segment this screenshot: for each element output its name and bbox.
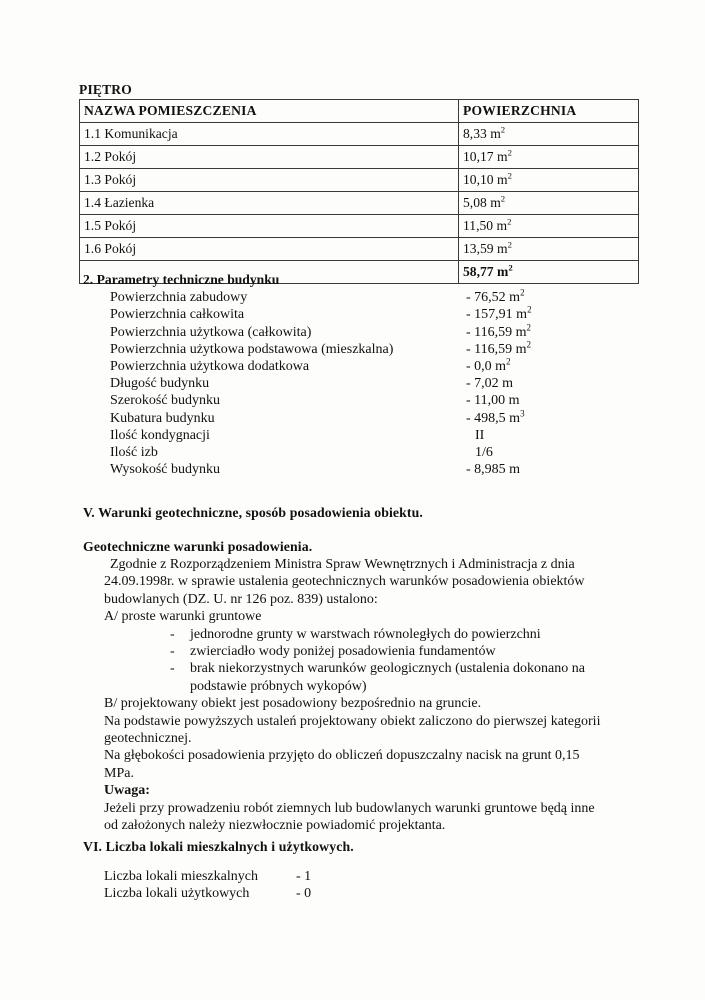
parameter-number: - 0,0 m (466, 358, 507, 374)
table-header-area: POWIERZCHNIA (459, 100, 639, 123)
unit-exponent: 2 (500, 124, 506, 135)
parameter-number: - 11,00 m (466, 393, 520, 409)
geo-point-a: A/ proste warunki gruntowe (104, 609, 262, 625)
room-area (459, 215, 639, 238)
local-count-label: Liczba lokali użytkowych (104, 886, 250, 902)
geo-paragraph-2: Na głębokości posadowienia przyjęto do obliczeń dopuszczalny nacisk na grunt 0,15 MPa. (104, 748, 580, 781)
parameter-number: - 7,02 m (466, 376, 514, 392)
parameter-row (83, 444, 643, 461)
parameter-value (475, 444, 493, 461)
parameter-label: Powierzchnia użytkowa podstawowa (mieszkalna) (110, 341, 394, 357)
unit-exponent: 2 (507, 216, 512, 227)
parameter-row (83, 427, 643, 444)
parameter-label: Szerokość budynku (110, 393, 221, 409)
table-header-name: NAZWA POMIESZCZENIA (80, 100, 459, 123)
parameter-value (466, 461, 520, 478)
room-area-value: 10,10 m (463, 172, 508, 187)
parameter-number: - 498,5 m (466, 410, 521, 426)
room-area (459, 146, 639, 169)
local-count-value: - 1 (296, 869, 312, 884)
floor-area-table-block (79, 82, 630, 284)
floor-area-table-body (80, 100, 639, 284)
parameter-row (83, 461, 643, 478)
parameter-value (466, 289, 525, 306)
room-name: 1.6 Pokój (80, 238, 459, 261)
unit-exponent: 2 (508, 262, 513, 273)
parameter-value (466, 341, 531, 358)
room-area-value: 5,08 m (463, 195, 501, 210)
parameter-row (83, 341, 643, 358)
parameter-number: - 116,59 m (466, 324, 527, 340)
dash-bullet-icon: - (170, 644, 175, 660)
table-header-row (80, 100, 639, 123)
parameter-row (83, 375, 643, 392)
table-row (80, 146, 639, 169)
table-row (80, 215, 639, 238)
parameter-value (466, 392, 520, 409)
parameter-value (466, 407, 525, 427)
table-caption-pietro: PIĘTRO (79, 82, 132, 97)
unit-exponent: 2 (507, 170, 512, 181)
room-area-value: 8,33 m (463, 126, 501, 141)
dash-bullet-icon: - (170, 626, 175, 642)
list-item-text: jednorodne grunty w warstwach równoległych do powierzchni (190, 626, 541, 642)
room-area-value: 10,17 m (463, 149, 508, 164)
room-area (459, 169, 639, 192)
dash-bullet-icon: - (170, 661, 175, 677)
parameter-row (83, 306, 643, 323)
parameter-label: Wysokość budynku (110, 462, 220, 478)
unit-exponent: 2 (527, 304, 532, 315)
room-area (459, 238, 639, 261)
geo-paragraph-1: Na podstawie powyższych ustaleń projektowany obiekt zaliczono do pierwszej kategorii geotechnicznej. (104, 713, 601, 747)
parameter-number: II (475, 427, 485, 443)
parameter-label: Powierzchnia użytkowa (całkowita) (110, 324, 312, 340)
parameter-value (466, 306, 532, 323)
unit-exponent: 2 (507, 239, 512, 250)
room-area (459, 123, 639, 146)
floor-area-table (79, 99, 639, 284)
list-item (104, 643, 612, 660)
unit-exponent: 2 (526, 321, 532, 332)
parameter-row (83, 289, 643, 306)
unit-exponent: 2 (500, 193, 506, 204)
list-item (104, 626, 612, 643)
section-v-subheading: Geotechniczne warunki posadowienia. (83, 539, 313, 554)
room-name: 1.2 Pokój (80, 146, 459, 169)
room-name: 1.3 Pokój (80, 169, 459, 192)
section-v-heading: V. Warunki geotechniczne, sposób posadowienia obiektu. (83, 505, 423, 520)
parameter-value (466, 321, 532, 341)
room-name: 1.4 Łazienka (80, 192, 459, 215)
room-area (459, 192, 639, 215)
parameter-row (83, 358, 643, 375)
room-area-value: 11,50 m (463, 218, 508, 233)
parameter-number: - 157,91 m (466, 307, 528, 323)
geo-intro-paragraph: Zgodnie z Rozporządzeniem Ministra Spraw Wewnętrznych i Administracja z dnia 24.09.1998r. w sprawie ustalenia geotechnicznych warunków posadowienia obiektów budowlanych (DZ. U. nr 126 poz. 839) ustalono: (104, 557, 585, 607)
parameter-value (466, 358, 511, 375)
geo-conditions-list (104, 626, 612, 696)
parameter-label: Powierzchnia użytkowa dodatkowa (110, 358, 310, 374)
list-item-text: zwierciadło wody poniżej posadowienia fundamentów (190, 644, 496, 660)
section-vi-heading: VI. Liczba lokali mieszkalnych i użytkowych. (83, 839, 354, 854)
room-name: 1.5 Pokój (80, 215, 459, 238)
parameter-label: Ilość kondygnacji (110, 427, 210, 443)
parameter-label: Długość budynku (110, 376, 210, 392)
unit-exponent: 2 (526, 339, 532, 350)
technical-parameters-title: 2. Parametry techniczne budynku (83, 272, 280, 287)
geo-point-b: B/ projektowany obiekt jest posadowiony bezpośrednio na gruncie. (104, 696, 482, 712)
parameter-row (83, 392, 643, 409)
table-row (80, 192, 639, 215)
parameter-number: - 116,59 m (466, 341, 527, 357)
unit-exponent: 3 (520, 407, 525, 418)
technical-parameters-block (83, 271, 643, 478)
parameter-row (83, 407, 643, 427)
table-row (80, 238, 639, 261)
table-row (80, 169, 639, 192)
geo-note-text: Jeżeli przy prowadzeniu robót ziemnych lub budowlanych warunki gruntowe będą inne od założonych należy niezwłocznie powiadomić projektanta. (104, 800, 595, 834)
local-count-value: - 0 (296, 886, 312, 902)
unit-exponent: 2 (520, 287, 525, 298)
parameter-label: Powierzchnia całkowita (110, 307, 245, 323)
room-area-value: 13,59 m (463, 241, 508, 256)
unit-exponent: 2 (507, 147, 512, 158)
parameter-number: - 76,52 m (466, 290, 521, 306)
parameter-number: 1/6 (475, 444, 493, 460)
parameter-value (466, 375, 513, 392)
parameter-label: Powierzchnia zabudowy (110, 290, 248, 306)
section-v-body (104, 556, 612, 835)
geo-note-label: Uwaga: (104, 783, 150, 799)
room-name: 1.1 Komunikacja (80, 123, 459, 146)
parameter-value (475, 427, 484, 444)
parameter-label: Ilość izb (110, 444, 158, 460)
unit-exponent: 2 (506, 356, 511, 367)
parameter-row (83, 321, 643, 341)
list-item-text: brak niekorzystnych warunków geologicznych (ustalenia dokonano na podstawie próbnych wykopów) (190, 661, 585, 694)
parameter-label: Kubatura budynku (110, 410, 215, 426)
table-row (80, 123, 639, 146)
list-item (104, 660, 612, 695)
total-area-value: 58,77 m (463, 264, 509, 279)
local-count-label: Liczba lokali mieszkalnych (104, 869, 258, 884)
parameter-number: - 8,985 m (466, 462, 521, 478)
